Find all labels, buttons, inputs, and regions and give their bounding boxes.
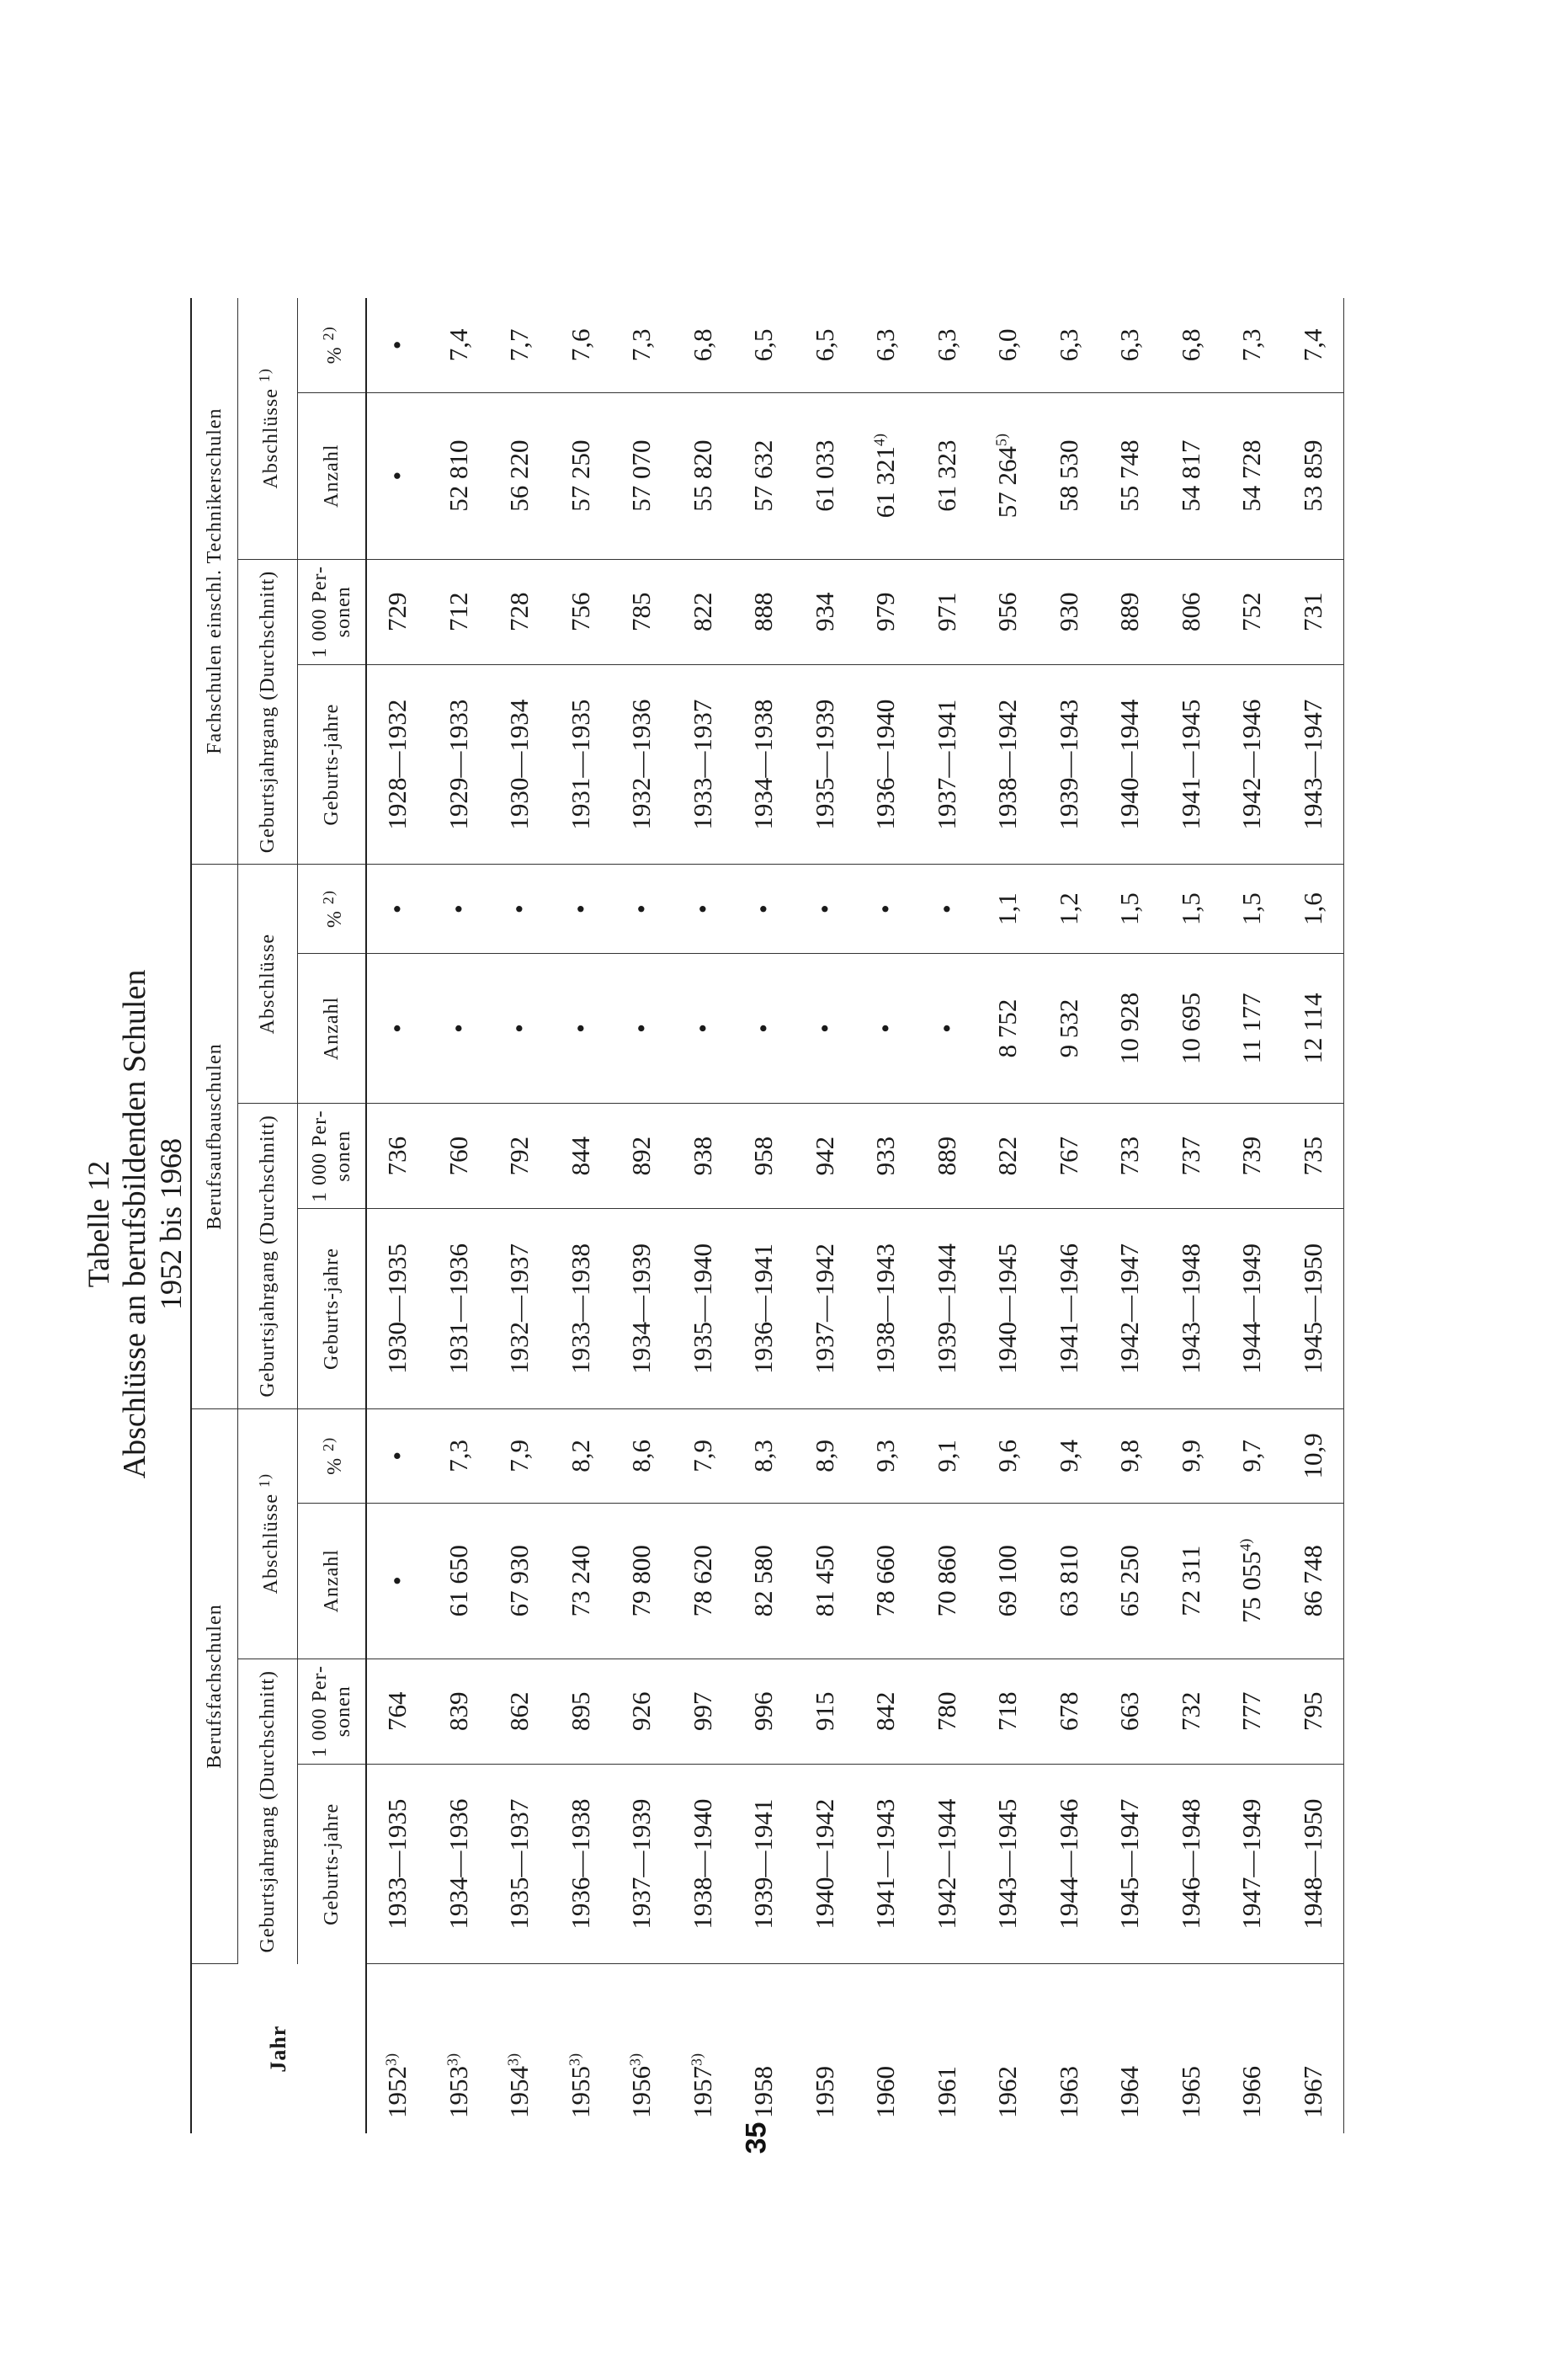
cell-fs-count: 53 859 (1282, 392, 1343, 559)
table-number: Tabelle 12 (81, 1160, 115, 1287)
cell-fs-count: 54 817 (1160, 392, 1221, 559)
cell-ba-percent: • (366, 864, 428, 953)
table-row (1038, 298, 1099, 2133)
cell-fs-percent: 7,4 (428, 298, 489, 392)
table-header (191, 298, 366, 2133)
cell-fs-percent: 7,3 (611, 298, 673, 392)
cell-ba-years: 1942—1947 (1099, 1208, 1161, 1408)
cell-bf-persons: 663 (1099, 1659, 1161, 1764)
cell-bf-percent: 8,3 (733, 1408, 795, 1503)
cell-bf-years: 1941—1943 (855, 1764, 917, 1963)
cell-ba-count: 12 114 (1282, 953, 1343, 1103)
cell-ba-percent: 1,5 (1221, 864, 1283, 953)
cell-bf-percent: 9,4 (1038, 1408, 1099, 1503)
cell-ba-persons: 889 (916, 1103, 977, 1208)
cell-bf-percent: 8,9 (794, 1408, 855, 1503)
subheader-abschluesse: Abschlüsse $^{1)}$ (237, 1408, 297, 1659)
cell-fs-count: 61 323 (916, 392, 977, 559)
cell-ba-persons: 822 (977, 1103, 1039, 1208)
cell-bf-count: 63 810 (1038, 1503, 1099, 1659)
cell-fs-percent: 7,7 (489, 298, 550, 392)
group-header-berufsaufbauschulen: Berufsaufbauschulen (191, 864, 238, 1408)
subheader-abschluesse: Abschlüsse $^{1)}$ (237, 298, 297, 559)
cell-bf-count: 78 660 (855, 1503, 917, 1659)
cell-fs-count: 54 728 (1221, 392, 1283, 559)
cell-ba-count: 10 928 (1099, 953, 1161, 1103)
column-header-persons: 1 000 Per-sonen (297, 559, 366, 664)
column-header-geburtsjahre: Geburts-jahre (320, 1802, 343, 1925)
cell-bf-persons: 795 (1282, 1659, 1343, 1764)
cell-bf-percent: 8,2 (550, 1408, 611, 1503)
cell-bf-count: 69 100 (977, 1503, 1039, 1659)
cell-fs-persons: 979 (855, 559, 917, 664)
cell-fs-count: 57 264$^{5)}$ (977, 392, 1039, 559)
cell-year: 1953$^{3)}$ (443, 2053, 473, 2118)
cell-ba-persons: 958 (733, 1103, 795, 1208)
cell-fs-persons: 756 (550, 559, 611, 664)
cell-fs-percent: 6,3 (916, 298, 977, 392)
cell-fs-percent: 7,6 (550, 298, 611, 392)
cell-year: 1966 (1236, 2065, 1266, 2118)
cell-bf-years: 1934—1936 (428, 1764, 489, 1963)
cell-year: 1958 (747, 2065, 778, 2118)
cell-bf-percent: 9,1 (916, 1408, 977, 1503)
cell-ba-years: 1936—1941 (733, 1208, 795, 1408)
cell-bf-persons: 895 (550, 1659, 611, 1764)
cell-ba-percent: • (794, 864, 855, 953)
cell-year: 1960 (869, 2065, 900, 2118)
cell-fs-percent: 6,3 (855, 298, 917, 392)
cell-fs-percent: 6,8 (672, 298, 733, 392)
cell-bf-persons: 764 (366, 1659, 428, 1764)
cell-fs-percent: 7,3 (1221, 298, 1283, 392)
cell-bf-persons: 915 (794, 1659, 855, 1764)
subheader-birth-cohort: Geburtsjahrgang (Durchschnitt) (237, 559, 297, 865)
cell-ba-count: • (489, 953, 550, 1103)
cell-bf-persons: 839 (428, 1659, 489, 1764)
cell-bf-persons: 732 (1160, 1659, 1221, 1764)
cell-bf-percent: 9,7 (1221, 1408, 1283, 1503)
cell-fs-years: 1936—1940 (855, 664, 917, 864)
cell-ba-years: 1937—1942 (794, 1208, 855, 1408)
cell-fs-persons: 888 (733, 559, 795, 664)
cell-ba-persons: 739 (1221, 1103, 1283, 1208)
cell-year: 1954$^{3)}$ (503, 2053, 534, 2118)
cell-bf-percent: 10,9 (1282, 1408, 1343, 1503)
cell-bf-percent: 9,3 (855, 1408, 917, 1503)
cell-fs-years: 1939—1943 (1038, 664, 1099, 864)
cell-bf-count: 75 055$^{4)}$ (1221, 1503, 1283, 1659)
column-header-geburtsjahre: Geburts-jahre (297, 664, 366, 864)
cell-year: 1952$^{3)}$ (381, 2053, 412, 2118)
cell-bf-persons: 996 (733, 1659, 795, 1764)
cell-bf-years: 1946—1948 (1160, 1764, 1221, 1963)
cell-bf-years: 1940—1942 (794, 1764, 855, 1963)
cell-ba-persons: 844 (550, 1103, 611, 1208)
cell-ba-count: • (916, 953, 977, 1103)
cell-fs-count: 61 033 (794, 392, 855, 559)
cell-fs-years: 1942—1946 (1221, 664, 1283, 864)
column-header-year: Jahr (191, 1963, 366, 2132)
cell-bf-percent: 9,8 (1099, 1408, 1161, 1503)
cell-bf-years: 1945—1947 (1099, 1764, 1161, 1963)
table-row (916, 298, 977, 2133)
cell-bf-persons: 997 (672, 1659, 733, 1764)
cell-bf-years: 1948—1950 (1282, 1764, 1343, 1963)
cell-fs-persons: 806 (1160, 559, 1221, 664)
cell-fs-persons: 889 (1099, 559, 1161, 664)
cell-bf-years: 1938—1940 (672, 1764, 733, 1963)
cell-fs-persons: 971 (916, 559, 977, 664)
cell-ba-percent: • (611, 864, 673, 953)
cell-ba-percent: 1,6 (1282, 864, 1343, 953)
column-header-anzahl: Anzahl (297, 953, 366, 1103)
cell-ba-percent: • (672, 864, 733, 953)
cell-bf-persons: 842 (855, 1659, 917, 1764)
cell-year: 1964 (1114, 2065, 1144, 2118)
cell-ba-years: 1945—1950 (1282, 1208, 1343, 1408)
cell-bf-count: 61 650 (428, 1503, 489, 1659)
table-row (855, 298, 917, 2133)
table-row (611, 298, 673, 2133)
cell-ba-years: 1940—1945 (977, 1208, 1039, 1408)
cell-bf-percent: 8,6 (611, 1408, 673, 1503)
table-row (672, 298, 733, 2133)
cell-fs-years: 1943—1947 (1282, 664, 1343, 864)
cell-fs-count: 55 820 (672, 392, 733, 559)
cell-ba-count: • (366, 953, 428, 1103)
cell-year: 1967 (1282, 1963, 1343, 2132)
cell-bf-count: 70 860 (916, 1503, 977, 1659)
cell-ba-persons: 733 (1099, 1103, 1161, 1208)
cell-bf-persons: 718 (977, 1659, 1039, 1764)
cell-bf-years: 1947—1949 (1221, 1764, 1283, 1963)
table-row (1160, 298, 1221, 2133)
column-header-persons: 1 000 Per-sonen (297, 1103, 366, 1208)
column-header-percent: % $^{2)}$ (297, 864, 366, 953)
cell-ba-years: 1934—1939 (611, 1208, 673, 1408)
cell-fs-years: 1940—1944 (1099, 664, 1161, 864)
cell-year: 1965 (1175, 2065, 1205, 2118)
cell-ba-count: • (672, 953, 733, 1103)
cell-ba-years: 1935—1940 (672, 1208, 733, 1408)
cell-fs-years: 1932—1936 (611, 664, 673, 864)
subheader-birth-cohort: Geburtsjahrgang (Durchschnitt) (237, 1103, 297, 1408)
table-row (489, 298, 550, 2133)
cell-bf-count: 72 311 (1160, 1503, 1221, 1659)
cell-ba-persons: 760 (428, 1103, 489, 1208)
column-header-percent: % $^{2)}$ (297, 1408, 366, 1503)
cell-fs-persons: 712 (428, 559, 489, 664)
cell-fs-count: • (366, 392, 428, 559)
cell-fs-percent: 7,4 (1282, 298, 1343, 392)
cell-ba-years: 1930—1935 (366, 1208, 428, 1408)
cell-fs-percent: 6,8 (1160, 298, 1221, 392)
cell-ba-persons: 767 (1038, 1103, 1099, 1208)
cell-ba-persons: 938 (672, 1103, 733, 1208)
cell-year: 1955$^{3)}$ (565, 2053, 595, 2118)
cell-ba-years: 1932—1937 (489, 1208, 550, 1408)
cell-ba-count: • (428, 953, 489, 1103)
cell-fs-count: 57 250 (550, 392, 611, 559)
cell-ba-years: 1939—1944 (916, 1208, 977, 1408)
cell-ba-years: 1941—1946 (1038, 1208, 1099, 1408)
cell-bf-percent: 7,9 (489, 1408, 550, 1503)
cell-fs-years: 1930—1934 (489, 664, 550, 864)
cell-ba-years: 1943—1948 (1160, 1208, 1221, 1408)
cell-fs-percent: • (366, 298, 428, 392)
cell-bf-count: 79 800 (611, 1503, 673, 1659)
cell-fs-count: 55 748 (1099, 392, 1161, 559)
cell-bf-years: 1933—1935 (366, 1764, 428, 1963)
page-number: 35 (740, 2122, 773, 2154)
cell-bf-count: 82 580 (733, 1503, 795, 1659)
cell-fs-persons: 822 (672, 559, 733, 664)
cell-bf-years: 1937—1939 (611, 1764, 673, 1963)
cell-ba-persons: 737 (1160, 1103, 1221, 1208)
cell-fs-percent: 6,5 (733, 298, 795, 392)
cell-ba-percent: • (916, 864, 977, 953)
cell-fs-years: 1937—1941 (916, 664, 977, 864)
cell-fs-years: 1941—1945 (1160, 664, 1221, 864)
cell-ba-years: 1938—1943 (855, 1208, 917, 1408)
cell-fs-persons: 728 (489, 559, 550, 664)
cell-fs-persons: 752 (1221, 559, 1283, 664)
subheader-birth-cohort: Geburtsjahrgang (Durchschnitt) (237, 1659, 297, 1964)
cell-bf-count: 73 240 (550, 1503, 611, 1659)
table-body (366, 298, 1344, 2133)
subheader-abschluesse: Abschlüsse (237, 864, 297, 1103)
cell-ba-count: • (855, 953, 917, 1103)
group-header-fachschulen: Fachschulen einschl. Technikerschulen (191, 298, 238, 865)
cell-ba-count: • (794, 953, 855, 1103)
table-row (1221, 298, 1283, 2133)
cell-bf-percent: 7,9 (672, 1408, 733, 1503)
cell-bf-persons: 926 (611, 1659, 673, 1764)
cell-fs-years: 1934—1938 (733, 664, 795, 864)
cell-bf-persons: 862 (489, 1659, 550, 1764)
cell-bf-count: 67 930 (489, 1503, 550, 1659)
cell-fs-count: 58 530 (1038, 392, 1099, 559)
column-header-percent: % $^{2)}$ (297, 298, 366, 392)
table-period: 1952 bis 1968 (153, 1137, 188, 1310)
cell-bf-percent: 9,9 (1160, 1408, 1221, 1503)
table-row (428, 298, 489, 2133)
column-header-anzahl: Anzahl (297, 392, 366, 559)
cell-ba-count: 10 695 (1160, 953, 1221, 1103)
cell-fs-count: 52 810 (428, 392, 489, 559)
table-row (733, 298, 795, 2133)
cell-fs-years: 1929—1933 (428, 664, 489, 864)
cell-ba-count: 9 532 (1038, 953, 1099, 1103)
cell-fs-percent: 6,5 (794, 298, 855, 392)
cell-ba-persons: 892 (611, 1103, 673, 1208)
cell-ba-percent: 1,1 (977, 864, 1039, 953)
cell-ba-percent: 1,5 (1099, 864, 1161, 953)
cell-bf-count: 86 748 (1282, 1503, 1343, 1659)
table-caption: Abschlüsse an berufsbildenden Schulen (116, 969, 152, 1478)
cell-bf-percent: 7,3 (428, 1408, 489, 1503)
cell-bf-years: 1944—1946 (1038, 1764, 1099, 1963)
cell-fs-percent: 6,3 (1099, 298, 1161, 392)
group-header-berufsfachschulen: Berufsfachschulen (191, 1408, 238, 1964)
column-header-geburtsjahre: Geburts-jahre (297, 1208, 366, 1408)
column-header-anzahl: Anzahl (297, 1503, 366, 1659)
cell-ba-percent: • (733, 864, 795, 953)
cell-year: 1957$^{3)}$ (687, 2053, 717, 2118)
cell-ba-persons: 736 (366, 1103, 428, 1208)
cell-year: 1959 (809, 2065, 839, 2118)
cell-ba-percent: • (489, 864, 550, 953)
table-row (977, 298, 1039, 2133)
cell-ba-percent: • (428, 864, 489, 953)
data-table (190, 298, 1344, 2133)
cell-ba-count: 11 177 (1221, 953, 1283, 1103)
cell-bf-years: 1936—1938 (550, 1764, 611, 1963)
cell-bf-persons: 780 (916, 1659, 977, 1764)
table-row (1282, 298, 1343, 2133)
table-row (1099, 298, 1161, 2133)
cell-fs-persons: 934 (794, 559, 855, 664)
table-sheet (72, 256, 1453, 2192)
cell-bf-persons: 777 (1221, 1659, 1283, 1764)
cell-ba-years: 1944—1949 (1221, 1208, 1283, 1408)
cell-bf-percent: 9,6 (977, 1408, 1039, 1503)
table-row (366, 298, 428, 2133)
cell-fs-count: 57 632 (733, 392, 795, 559)
cell-fs-count: 56 220 (489, 392, 550, 559)
cell-ba-count: • (611, 953, 673, 1103)
cell-fs-years: 1928—1932 (366, 664, 428, 864)
cell-ba-persons: 735 (1282, 1103, 1343, 1208)
cell-fs-count: 61 321$^{4)}$ (855, 392, 917, 559)
table-row (794, 298, 855, 2133)
cell-bf-count: 78 620 (672, 1503, 733, 1659)
cell-bf-count: 65 250 (1099, 1503, 1161, 1659)
cell-bf-years: 1939—1941 (733, 1764, 795, 1963)
cell-ba-persons: 933 (855, 1103, 917, 1208)
cell-ba-percent: • (855, 864, 917, 953)
cell-bf-years: 1935—1937 (489, 1764, 550, 1963)
cell-bf-count: 81 450 (794, 1503, 855, 1659)
cell-fs-persons: 930 (1038, 559, 1099, 664)
cell-fs-persons: 956 (977, 559, 1039, 664)
cell-fs-years: 1935—1939 (794, 664, 855, 864)
table-row (550, 298, 611, 2133)
cell-year: 1963 (1053, 2065, 1083, 2118)
cell-fs-persons: 731 (1282, 559, 1343, 664)
cell-bf-percent: • (366, 1408, 428, 1503)
cell-ba-count: 8 752 (977, 953, 1039, 1103)
cell-bf-years: 1942—1944 (916, 1764, 977, 1963)
cell-fs-count: 57 070 (611, 392, 673, 559)
cell-ba-count: • (733, 953, 795, 1103)
cell-fs-persons: 729 (366, 559, 428, 664)
cell-ba-count: • (550, 953, 611, 1103)
cell-fs-years: 1933—1937 (672, 664, 733, 864)
cell-fs-percent: 6,3 (1038, 298, 1099, 392)
cell-bf-years: 1943—1945 (977, 1764, 1039, 1963)
cell-ba-persons: 792 (489, 1103, 550, 1208)
cell-fs-persons: 785 (611, 559, 673, 664)
cell-ba-years: 1933—1938 (550, 1208, 611, 1408)
cell-bf-count: • (366, 1503, 428, 1659)
cell-fs-years: 1931—1935 (550, 664, 611, 864)
cell-fs-years: 1938—1942 (977, 664, 1039, 864)
cell-year: 1956$^{3)}$ (625, 2053, 656, 2118)
cell-ba-percent: 1,2 (1038, 864, 1099, 953)
cell-ba-years: 1931—1936 (428, 1208, 489, 1408)
cell-ba-percent: • (550, 864, 611, 953)
table-title (72, 256, 190, 2192)
cell-fs-percent: 6,0 (977, 298, 1039, 392)
cell-ba-percent: 1,5 (1160, 864, 1221, 953)
cell-year: 1962 (992, 2065, 1022, 2118)
column-header-persons: 1 000 Per-sonen (297, 1659, 366, 1764)
cell-bf-persons: 678 (1038, 1659, 1099, 1764)
cell-ba-persons: 942 (794, 1103, 855, 1208)
cell-year: 1961 (931, 2065, 961, 2118)
